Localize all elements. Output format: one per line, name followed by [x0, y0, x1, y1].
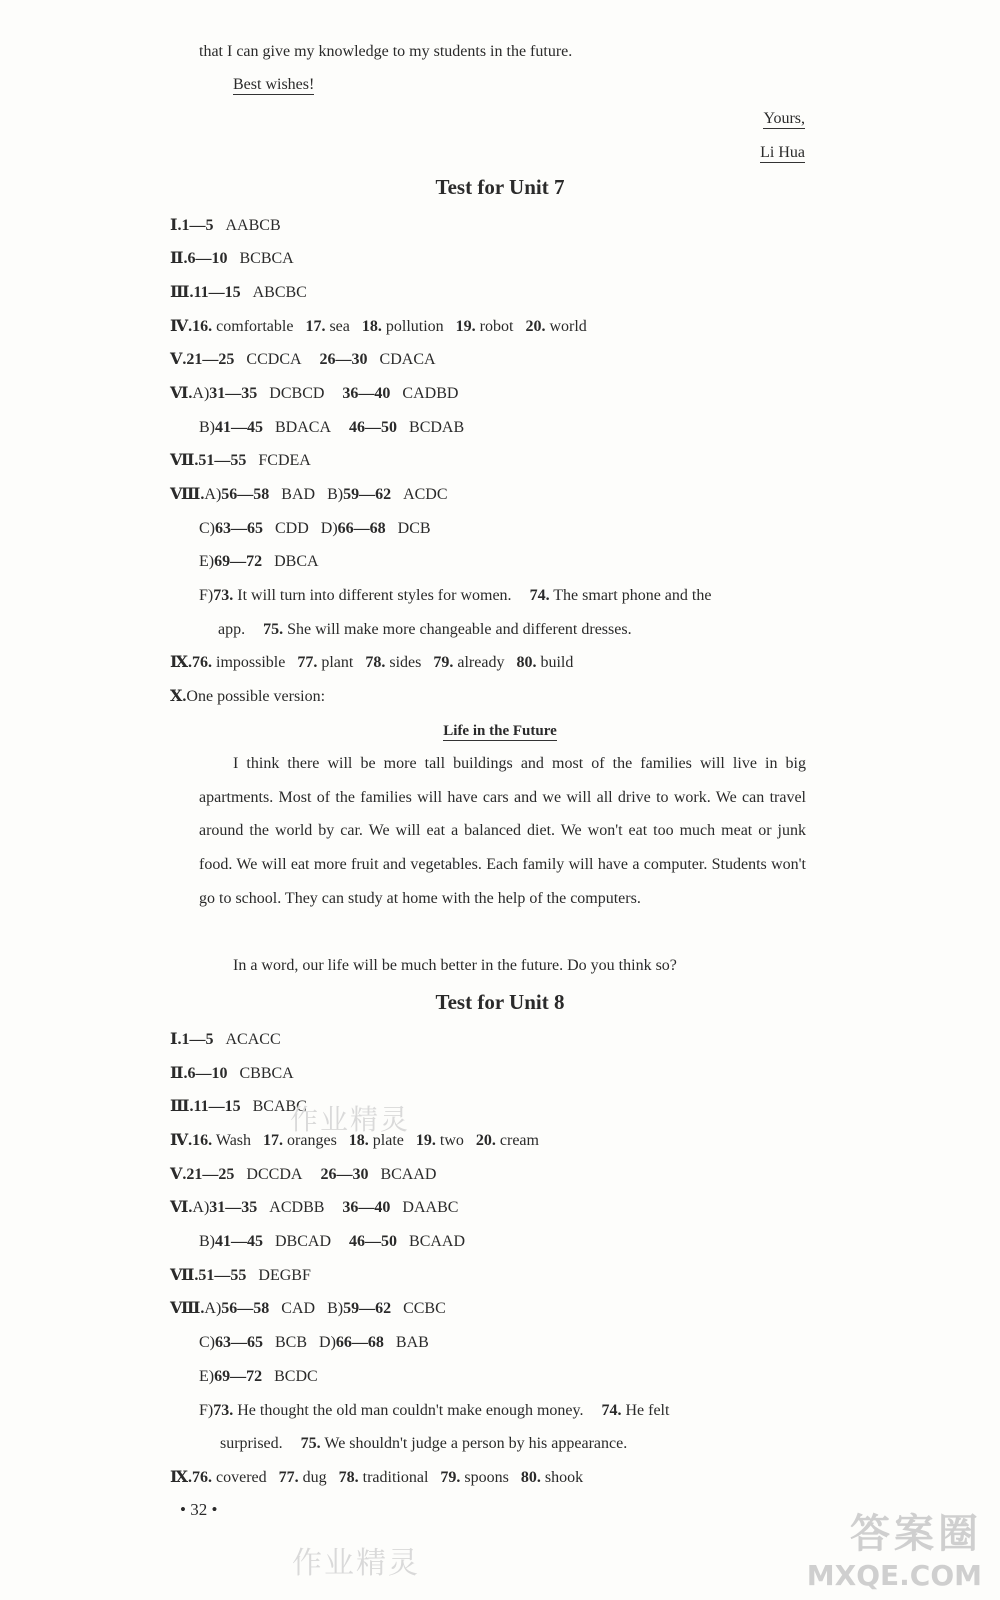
- letter-closing: Best wishes!: [233, 76, 315, 93]
- unit8-section-8c: C)63—65 BCB D)66—68 BAB: [199, 1334, 429, 1351]
- unit7-section-6b: B)41—45 BDACA 46—50 BCDAB: [199, 419, 465, 436]
- unit8-section-7: Ⅶ.51—55 DEGBF: [170, 1267, 311, 1284]
- unit7-section-8c: C)63—65 CDD D)66—68 DCB: [199, 520, 431, 537]
- essay-title: Life in the Future: [443, 723, 557, 739]
- unit7-section-1: Ⅰ.1—5 AABCB: [170, 217, 281, 234]
- page-number: • 32 •: [180, 1500, 218, 1519]
- watermark-mid: 作业精灵: [290, 1103, 411, 1136]
- unit8-section-4: Ⅳ.16. Wash 17. oranges 18. plate 19. two 20. cream: [170, 1132, 539, 1149]
- unit8-title: Test for Unit 8: [435, 990, 565, 1014]
- unit8-section-9: Ⅸ.76. covered 77. dug 78. traditional 79. spoons 80. shook: [170, 1469, 584, 1486]
- brand-watermark: [807, 1502, 982, 1592]
- brand-watermark-top: 答案圈: [850, 1511, 982, 1557]
- essay-paragraph-1: I think there will be more tall buildings and most of the families will live in big apartments. Most of the families will have cars and we will all drive to work. We can travel around the world by car. We will eat a balanced diet. We won't eat too much meat or junk food. We will eat more fruit and vegetables. Each family will have a computer. Students won't go to school. They can study at home with the help of the computers.: [199, 755, 806, 907]
- unit7-section-8a: Ⅷ.A)56—58 BAD B)59—62 ACDC: [170, 486, 448, 503]
- unit8-section-6a: Ⅵ.A)31—35 ACDBB 36—40 DAABC: [170, 1199, 459, 1216]
- letter-last-line: that I can give my knowledge to my students in the future.: [199, 43, 573, 60]
- unit8-section-8f-line1: F)73. He thought the old man couldn't make enough money. 74. He felt: [199, 1402, 670, 1419]
- unit7-section-4: Ⅳ.16. comfortable 17. sea 18. pollution 19. robot 20. world: [170, 318, 587, 335]
- unit7-section-8f-line2: app. 75. She will make more changeable and different dresses.: [218, 621, 632, 638]
- unit8-section-8f-line2: surprised. 75. We shouldn't judge a person by his appearance.: [220, 1435, 628, 1452]
- watermark-bottom: 作业精灵: [292, 1546, 420, 1581]
- unit7-title: Test for Unit 7: [435, 175, 565, 199]
- unit7-section-7: Ⅶ.51—55 FCDEA: [170, 452, 311, 469]
- unit8-section-1: Ⅰ.1—5 ACACC: [170, 1031, 281, 1048]
- essay-paragraph-2: In a word, our life will be much better in the future. Do you think so?: [233, 957, 677, 974]
- unit8-section-8a: Ⅷ.A)56—58 CAD B)59—62 CCBC: [170, 1300, 446, 1317]
- unit8-section-2: Ⅱ.6—10 CBBCA: [170, 1065, 294, 1082]
- brand-watermark-url: MXQE.COM: [806, 1559, 982, 1592]
- letter-name: Li Hua: [760, 144, 805, 161]
- unit7-section-6a: Ⅵ.A)31—35 DCBCD 36—40 CADBD: [170, 385, 459, 402]
- unit7-section-3: Ⅲ.11—15 ABCBC: [170, 284, 307, 301]
- unit7-section-9: Ⅸ.76. impossible 77. plant 78. sides 79. already 80. build: [170, 654, 574, 671]
- unit7-section-8f-line1: F)73. It will turn into different styles for women. 74. The smart phone and the: [199, 587, 712, 604]
- unit7-section-10: Ⅹ.One possible version:: [170, 688, 326, 705]
- unit8-section-6b: B)41—45 DBCAD 46—50 BCAAD: [199, 1233, 466, 1250]
- unit7-section-8e: E)69—72 DBCA: [199, 553, 319, 570]
- letter-signoff: Yours,: [763, 110, 805, 127]
- unit8-section-3: Ⅲ.11—15 BCABC: [170, 1098, 307, 1115]
- unit8-section-5: Ⅴ.21—25 DCCDA 26—30 BCAAD: [170, 1166, 437, 1183]
- unit7-section-2: Ⅱ.6—10 BCBCA: [170, 250, 294, 267]
- unit7-section-5: Ⅴ.21—25 CCDCA 26—30 CDACA: [170, 351, 436, 368]
- unit8-section-8e: E)69—72 BCDC: [199, 1368, 318, 1385]
